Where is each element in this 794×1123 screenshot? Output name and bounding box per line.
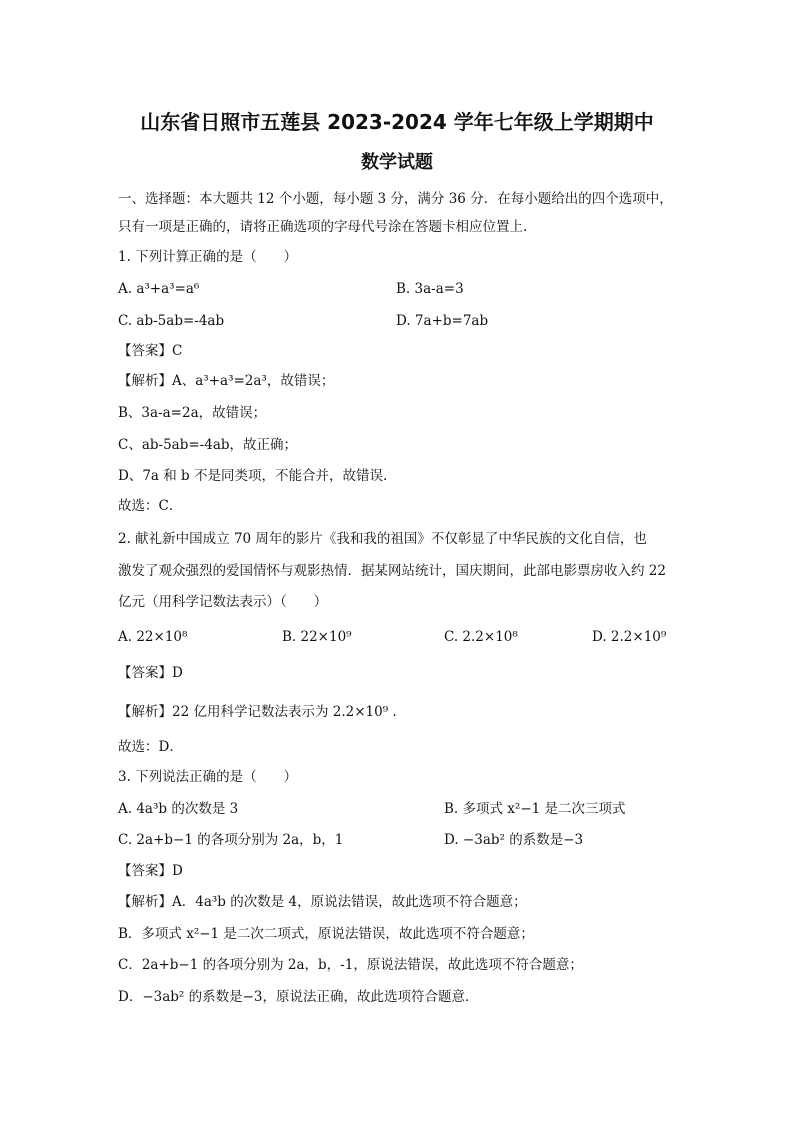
page-title: 山东省日照市五莲县 2023-2024 学年七年级上学期期中 bbox=[140, 110, 654, 134]
q3-explanation-b: B．多项式 x²−1 是二次二项式，原说法错误，故此选项不符合题意； bbox=[118, 926, 534, 942]
q2-explanation: 【解析】22 亿用科学记数法表示为 2.2×10⁹ . bbox=[118, 704, 397, 720]
page-subtitle: 数学试题 bbox=[361, 152, 433, 173]
q2-stem-line-3: 亿元（用科学记数法表示）（ ） bbox=[118, 594, 328, 610]
q1-conclusion: 故选：C． bbox=[118, 498, 183, 514]
q1-stem: 1. 下列计算正确的是（ ） bbox=[118, 249, 298, 265]
q3-explanation-c: C．2a+b−1 的各项分别为 2a，b，-1，原说法错误，故此选项不符合题意； bbox=[118, 957, 583, 973]
section-instructions-line-2: 只有一项是正确的，请将正确选项的字母代号涂在答题卡相应位置上. bbox=[118, 219, 528, 235]
q2-conclusion: 故选：D． bbox=[118, 739, 183, 755]
q3-option-c: C. 2a+b−1 的各项分别为 2a，b，1 bbox=[118, 832, 344, 848]
q1-option-d: D. 7a+b=7ab bbox=[396, 313, 489, 329]
q3-explanation-a: 【解析】A．4a³b 的次数是 4，原说法错误，故此选项不符合题意； bbox=[118, 894, 527, 910]
q3-stem: 3. 下列说法正确的是（ ） bbox=[118, 769, 298, 785]
q2-answer: 【答案】D bbox=[118, 665, 183, 681]
q1-answer: 【答案】C bbox=[118, 343, 183, 359]
q1-option-a: A. a³+a³=a⁶ bbox=[118, 281, 200, 297]
q1-explanation-b: B、3a-a=2a，故错误； bbox=[118, 405, 267, 421]
q2-stem-line-1: 2. 献礼新中国成立 70 周年的影片《我和我的祖国》不仅彰显了中华民族的文化自信，也 bbox=[118, 531, 647, 547]
q3-option-b: B. 多项式 x²−1 是二次三项式 bbox=[444, 801, 626, 817]
section-instructions-line-1: 一、选择题：本大题共 12 个小题，每小题 3 分，满分 36 分．在每小题给出的四个选项中， bbox=[118, 191, 673, 207]
q1-option-c: C. ab-5ab=-4ab bbox=[118, 313, 225, 329]
q3-explanation-d: D．−3ab² 的系数是−3，原说法正确，故此选项符合题意． bbox=[118, 989, 479, 1005]
q3-option-d: D. −3ab² 的系数是−3 bbox=[444, 832, 584, 848]
q2-option-d: D. 2.2×10⁹ bbox=[592, 629, 667, 645]
q2-option-c: C. 2.2×10⁸ bbox=[444, 629, 518, 645]
q1-explanation-d: D、7a 和 b 不是同类项，不能合并，故错误. bbox=[118, 468, 388, 484]
q1-explanation-a: 【解析】A、a³+a³=2a³，故错误； bbox=[118, 373, 335, 389]
q3-answer: 【答案】D bbox=[118, 863, 183, 879]
q1-explanation-c: C、ab-5ab=-4ab，故正确； bbox=[118, 437, 298, 453]
q1-option-b: B. 3a-a=3 bbox=[396, 281, 464, 297]
q2-option-b: B. 22×10⁹ bbox=[282, 629, 352, 645]
q2-option-a: A. 22×10⁸ bbox=[118, 629, 188, 645]
q3-option-a: A. 4a³b 的次数是 3 bbox=[118, 801, 239, 817]
q2-stem-line-2: 激发了观众强烈的爱国情怀与观影热情．据某网站统计，国庆期间，此部电影票房收入约 22 bbox=[118, 563, 666, 579]
